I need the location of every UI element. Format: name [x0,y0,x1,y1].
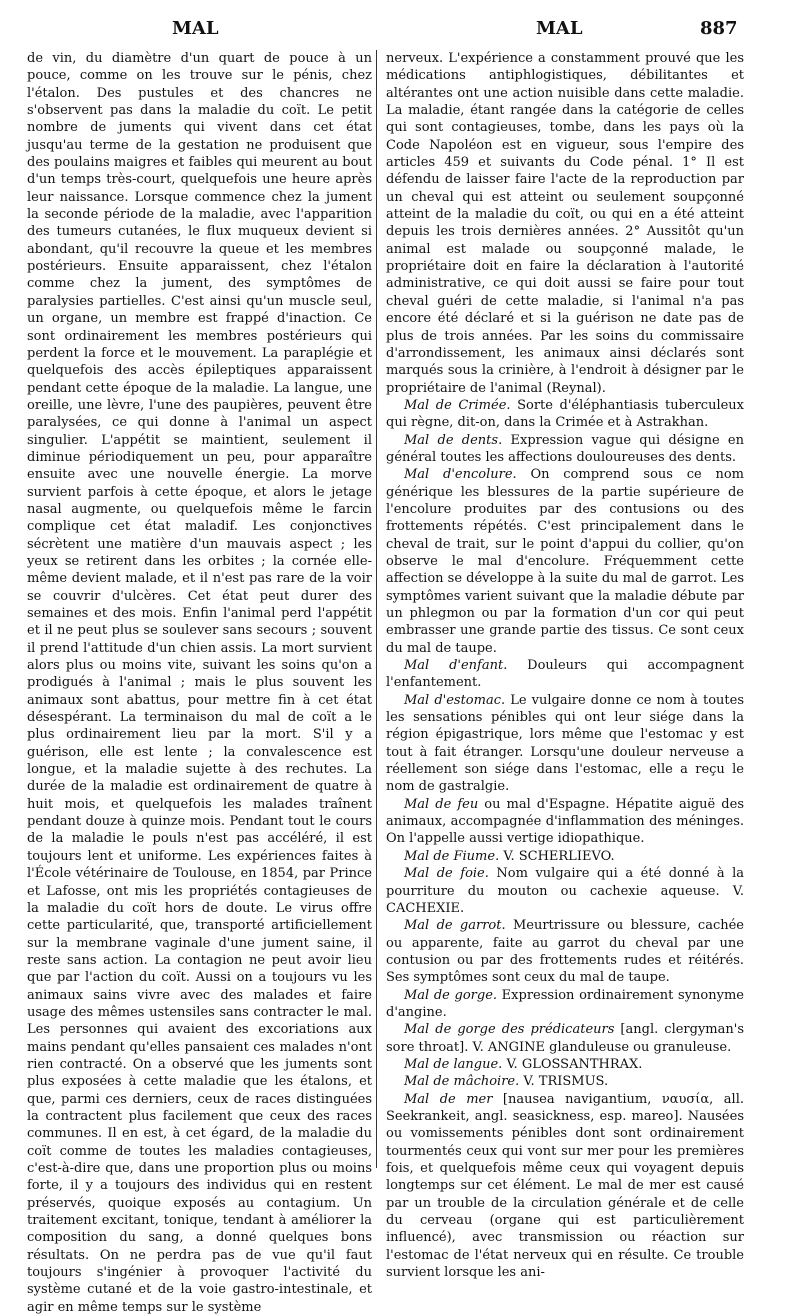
entry-definition: Expression vague qui désigne en général toutes les affections douloureuses des dents. [386,432,744,465]
entry-term: Mal de langue. [404,1056,503,1072]
dictionary-entry [386,657,744,692]
entry-term: Mal d'encolure. [404,467,517,483]
running-head-right: MAL [536,18,583,39]
dictionary-entry [386,692,744,796]
entry-term: Mal de gorge. [404,987,498,1003]
entry-definition: Nom vulgaire qui a été donné à la pourriture du mouton ou cachexie aqueuse. V. CACHEXIE. [386,866,744,916]
column-divider [376,50,377,1168]
entry-term: Mal de gorge des prédicateurs [404,1022,615,1038]
right-column [386,50,745,1281]
entry-term: Mal de Crimée. [404,397,511,413]
dictionary-entry [386,1021,744,1056]
dictionary-entry [386,1091,744,1282]
entry-definition: Le vulgaire donne ce nom à toutes les sensations pénibles qui ont leur siége dans la région épigastrique, lors même que l'estomac y est tout à fait étranger. Lorsqu'une douleur nerveuse a réellement son siége dans l'estomac, elle a reçu le nom de gastralgie. [386,692,744,795]
dictionary-entry [386,987,744,1022]
dictionary-entry [386,466,744,657]
running-head-left: MAL [172,18,219,39]
dictionary-entry [386,1073,744,1090]
entry-definition: On comprend sous ce nom générique les blessures de la partie supérieure de l'encolure produites par des contusions ou des frottements répétés. C'est principalement dans le cheval de trait, sur le point d'appui du collier, qu'on observe le mal d'encolure. Fréquemment cette affection se développe à la suite du mal de garrot. Les symptômes varient suivant que la maladie débute par un phlegmon ou par la formation d'un cor qui peut embrasser une grande partie des tissus. Ce sont ceux du mal de taupe. [386,467,745,656]
entry-term: Mal de mâchoire. [404,1074,520,1090]
entry-definition: V. GLOSSANTHRAX. [502,1056,643,1072]
dictionary-entry [386,50,744,397]
dictionary-entry [386,865,744,917]
entry-term: Mal de feu [404,796,479,812]
entry-definition: [nausea navigantium, ναυσία, all. Seekrankeit, angl. seasickness, esp. mareo]. Nausées ou vomissements pénibles dont sont ordinairement tourmentés ceux qui vont sur mer pour les premières fois, et quelquefois même ceux qui voyagent depuis longtemps sur cet élément. Le mal de mer est causé par un trouble de la circulation générale et de celle du cerveau (organe qui est particulièrement influencé), avec transmission ou réaction sur l'estomac de l'état nerveux qui en résulte. Ce trouble survient lorsque les ani- [386,1091,744,1281]
entry-definition: ou mal d'Espagne. Hépatite aiguë des animaux, accompagnée d'inflammation des méninges. On l'appelle aussi vertige idiopathique. [386,796,744,847]
dictionary-entry [386,796,744,848]
left-column-text: de vin, du diamètre d'un quart de pouce à un pouce, comme on les trouve sur le pénis, chez l'étalon. Des pustules et des chancres ne s'observent pas dans la maladie du coït. Le petit nombre de juments qui vivent dans cet état jusqu'au terme de la gestation ne produisent que des poulains maigres et faibles qui meurent au bout d'un temps très-court, quelquefois une heure après leur naissance. Lorsque commence chez la jument la seconde période de la maladie, avec l'apparition des tumeurs cutanées, le flux muqueux devient si abondant, qu'il recouvre la queue et les membres postérieurs. Ensuite apparaissent, chez l'étalon comme chez la jument, des symptômes de paralysies partielles. C'est ainsi qu'un muscle seul, un organe, un membre est frappé d'inaction. Ce sont ordinairement les membres postérieurs qui perdent la force et le mouvement. La paraplégie et quelquefois des accès épileptiques apparaissent pendant cette époque de la maladie. La langue, une oreille, une lèvre, l'une des paupières, peuvent être paralysées, ce qui donne à l'animal un aspect singulier. L'appétit se maintient, seulement il diminue périodiquement un peu, pour apparaître ensuite avec une nouvelle énergie. La morve survient parfois à cette époque, et alors le jetage nasal augmente, ou quelquefois même le farcin complique cet état maladif. Les conjonctives sécrètent une matière d'un mauvais aspect ; les yeux se retirent dans les orbites ; la cornée elle-même devient malade, et il n'est pas rare de la voir se couvrir d'ulcères. Cet état peut durer des semaines et des mois. Enfin l'animal perd l'appétit et il ne peut plus se soulever sans secours ; souvent il prend l'attitude d'un chien assis. La mort survient alors plus ou moins vite, suivant les soins qu'on a prodigués à l'animal ; mais le plus souvent les animaux sont abattus, pour mettre fin à cet état désespérant. La terminaison du mal de coït a le plus ordinairement lieu par la mort. S'il y a guérison, elle est lente ; la convalescence est longue, et la maladie sujette à des rechutes. La durée de la maladie est ordinairement de quatre à huit mois, et quelquefois les malades traînent pendant douze à quinze mois. Pendant tout le cours de la maladie le pouls n'est pas accéléré, il est toujours lent et uniforme. Les expériences faites à l'École vétérinaire de Toulouse, en 1854, par Prince et Lafosse, ont mis les propriétés contagieuses de la maladie du coït hors de doute. Le virus offre cette particularité, que, transporté artificiellement sur la membrane vaginale d'une jument saine, il reste sans action. La contagion ne peut avoir lieu que par l'action du coït. Aussi on a toujours vu les animaux sains vivre avec des malades et faire usage des mêmes ustensiles sans contracter le mal. Les personnes qui avaient des excoriations aux mains pendant qu'elles pansaient ces malades n'ont rien contracté. On a observé que les juments sont plus exposées à cette maladie que les étalons, et que, parmi ces derniers, ceux de races distinguées la contractent plus facilement que ceux des races communes. Il en est, à cet égard, de la maladie du coït comme de toutes les maladies contagieuses, c'est-à-dire que, dans une proportion plus ou moins forte, il y a toujours des individus qui en restent préservés, quoique exposés au contagium. Un traitement excitant, tonique, tendant à améliorer la composition du sang, a donné quelques bons résultats. On ne perdra pas de vue qu'il faut toujours s'ingénier à provoquer l'activité du système cutané et de la voie gastro-intestinale, et agir en même temps sur le système [27,51,372,1315]
dictionary-entry [386,848,744,865]
dictionary-entry [386,1056,744,1073]
entry-definition: nerveux. L'expérience a constamment prouvé que les médications antiphlogistiques, débilitantes et altérantes ont une action nuisible dans cette maladie. La maladie, étant rangée dans la catégorie de celles qui sont contagieuses, tombe, dans les pays où la Code Napoléon est en vigueur, sous l'empire des articles 459 et suivants du Code pénal. 1° Il est défendu de laisser faire l'acte de la reproduction par un cheval qui est atteint ou seulement soupçonné atteint de la maladie du coït, ou qui en a été atteint depuis les trois dernières années. 2° Aussitôt qu'un animal est malade ou soupçonné malade, le propriétaire doit en faire la déclaration à l'autorité administrative, ce qui doit aussi se faire pour tout cheval guéri de cette maladie, si l'animal n'a pas encore été déclaré et si la guérison ne date pas de plus de trois années. Par les soins du commissaire d'arrondissement, les animaux ainsi déclarés sont marqués sous la crinière, à l'endroit à désigner par le propriétaire de l'animal (Reynal). [386,51,744,396]
entry-term: Mal d'enfant. [404,658,508,674]
entry-term: Mal de foie. [404,866,489,882]
entry-definition: Douleurs qui accompagnent l'enfantement. [386,658,744,691]
entry-term: Mal de mer [404,1091,493,1107]
dictionary-entry [386,917,744,986]
entry-definition: [angl. clergyman's sore throat]. V. ANGINE glanduleuse ou granuleuse. [386,1022,744,1055]
entry-definition: Meurtrissure ou blessure, cachée ou apparente, faite au garrot du cheval par une contusion ou par des frottements rudes et réitérés. Ses symptômes sont ceux du mal de taupe. [386,918,744,986]
entry-definition: Expression ordinairement synonyme d'angine. [386,987,744,1020]
entry-definition: V. TRISMUS. [519,1074,609,1090]
dictionary-entry [386,397,744,432]
dictionary-entry [386,432,744,467]
left-column [27,50,372,1315]
entry-term: Mal de Fiume. [404,848,500,864]
entry-definition: Sorte d'éléphantiasis tuberculeux qui règne, dit-on, dans la Crimée et à Astrakhan. [386,397,745,431]
entry-definition: V. SCHERLIEVO. [499,848,615,864]
entry-term: Mal d'estomac. [404,692,506,708]
entry-term: Mal de garrot. [404,918,506,934]
page-number: 887 [700,18,738,39]
entry-term: Mal de dents. [404,432,503,448]
